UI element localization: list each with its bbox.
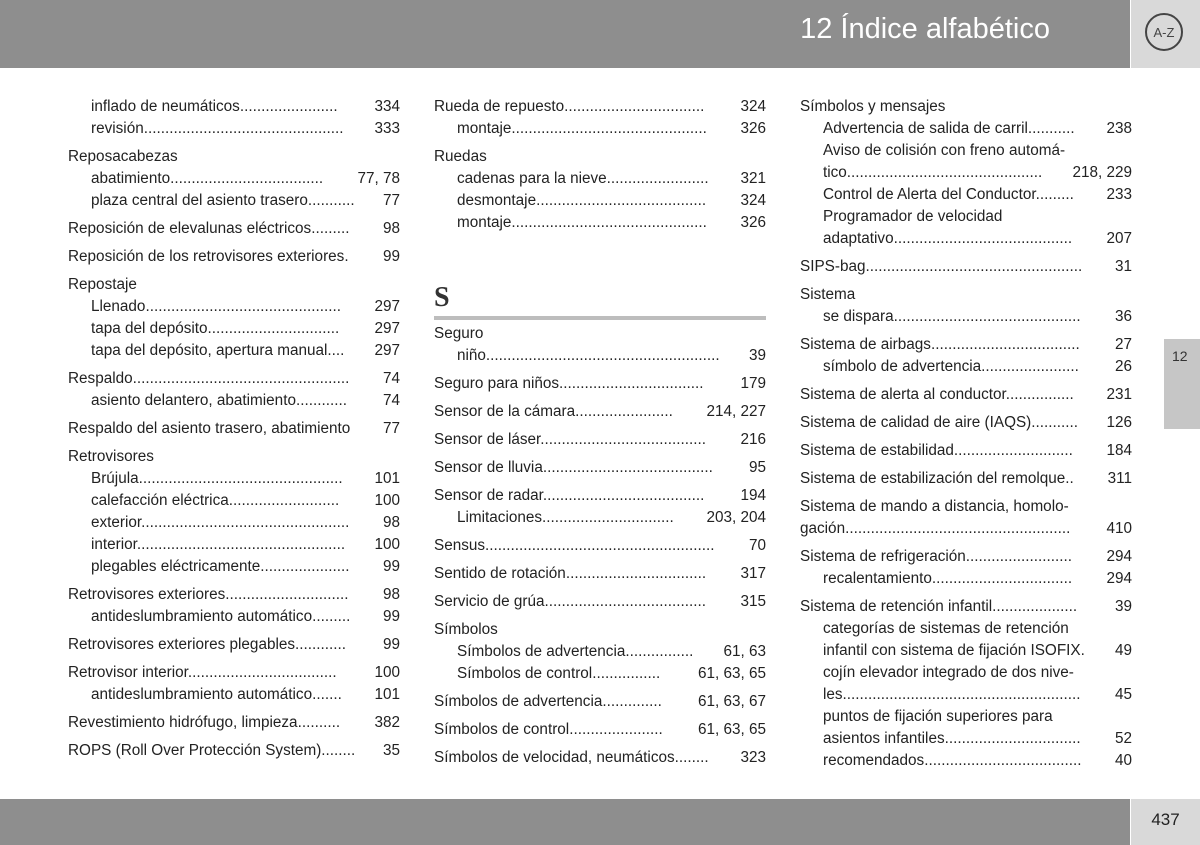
index-page-ref: 297 [374, 320, 400, 337]
index-entry-text: ROPS (Roll Over Protección System)........ [68, 742, 356, 759]
page-header [0, 0, 1130, 68]
index-entry-text: Símbolos de control...................... [434, 721, 663, 738]
index-page-ref: 27 [1114, 336, 1132, 353]
index-subentry [68, 468, 400, 490]
index-entry-text: infantil con sistema de fijación ISOFIX. [823, 642, 1085, 659]
index-page-ref: 294 [1106, 570, 1132, 587]
index-subentry [68, 606, 400, 628]
index-entry [68, 712, 400, 734]
index-entry [434, 563, 766, 585]
chapter-side-tab-label: 12 [1172, 348, 1188, 364]
index-page-ref: 61, 63, 65 [697, 665, 766, 682]
index-entry-text: Revestimiento hidrófugo, limpieza.......... [68, 714, 341, 731]
index-page-ref: 77, 78 [357, 170, 400, 187]
index-entry-text: plaza central del asiento trasero........... [91, 192, 355, 209]
index-subentry [434, 212, 766, 234]
index-entry-text: Sistema de airbags................................... [800, 336, 1080, 353]
index-entry [800, 256, 1132, 278]
index-page-ref: 311 [1107, 470, 1132, 487]
index-page-ref: 99 [382, 608, 400, 625]
index-entry-text: Retrovisores [68, 448, 154, 465]
index-entry-text: Símbolos de advertencia.............. [434, 693, 662, 710]
index-entry [434, 146, 766, 168]
index-page-ref: 214, 227 [706, 403, 766, 420]
index-entry [434, 719, 766, 741]
index-entry-text: Llenado.............................................. [91, 298, 341, 315]
index-entry-text: cojín elevador integrado de dos nive- [823, 664, 1074, 681]
index-entry-text: Sensor de lluvia........................................ [434, 459, 713, 476]
index-page-ref: 52 [1114, 730, 1132, 747]
index-page-ref: 194 [740, 487, 766, 504]
index-entry [800, 546, 1132, 568]
index-subentry [68, 340, 400, 362]
index-page-ref: 49 [1114, 642, 1132, 659]
index-page-ref: 382 [374, 714, 400, 731]
page-footer [0, 799, 1130, 845]
index-page-ref: 184 [1106, 442, 1132, 459]
index-entry-text: Sensor de láser....................................... [434, 431, 707, 448]
index-page-ref: 61, 63, 65 [697, 721, 766, 738]
index-entry-text: Retrovisores exteriores............................. [68, 586, 349, 603]
index-page-ref: 40 [1114, 752, 1132, 769]
index-entry-text: Respaldo................................................... [68, 370, 350, 387]
index-subentry [68, 490, 400, 512]
index-entry [68, 446, 400, 468]
index-entry-text: adaptativo.......................................... [823, 230, 1073, 247]
index-page-ref: 74 [382, 370, 400, 387]
index-column-1 [68, 96, 400, 762]
index-entry-text: categorías de sistemas de retención [823, 620, 1069, 637]
index-entry [434, 429, 766, 451]
index-page-ref: 334 [374, 98, 400, 115]
index-page-ref: 36 [1114, 308, 1132, 325]
index-entry-text: antideslumbramiento automático......... [91, 608, 351, 625]
index-page-ref: 326 [740, 120, 766, 137]
index-entry-text: Retrovisor interior................................... [68, 664, 337, 681]
index-entry [68, 418, 400, 440]
index-entry-text: Rueda de repuesto................................. [434, 98, 705, 115]
index-page-ref: 77 [382, 192, 400, 209]
index-entry [68, 218, 400, 240]
index-page-ref: 100 [374, 492, 400, 509]
index-entry-text: cadenas para la nieve........................ [457, 170, 709, 187]
index-entry [434, 373, 766, 395]
index-page-ref: 74 [382, 392, 400, 409]
index-entry [800, 96, 1132, 118]
index-entry-text: Sistema [800, 286, 856, 303]
index-subentry [800, 356, 1132, 378]
index-entry-text: calefacción eléctrica.......................... [91, 492, 340, 509]
index-entry-text: Símbolos [434, 621, 498, 638]
index-subentry [800, 184, 1132, 206]
index-entry-text: Brújula................................................ [91, 470, 343, 487]
index-page-ref: 218, 229 [1072, 164, 1132, 181]
index-entry [800, 496, 1132, 540]
index-entry-text: Retrovisores exteriores plegables............ [68, 636, 347, 653]
index-entry-text: Seguro para niños.................................. [434, 375, 704, 392]
index-subentry [800, 118, 1132, 140]
index-entry-text: interior................................................. [91, 536, 346, 553]
index-entry [68, 246, 400, 268]
index-page-ref: 231 [1106, 386, 1132, 403]
index-subentry [434, 663, 766, 685]
index-page-ref: 297 [374, 298, 400, 315]
index-page-ref: 26 [1114, 358, 1132, 375]
index-subentry [68, 168, 400, 190]
index-entry-text: Sistema de mando a distancia, homolo- [800, 498, 1069, 515]
index-column-3 [800, 96, 1132, 772]
index-entry-text: Reposacabezas [68, 148, 178, 165]
index-entry-text: tico.............................................. [823, 164, 1043, 181]
index-entry-text: puntos de fijación superiores para [823, 708, 1053, 725]
index-entry-text: asientos infantiles................................ [823, 730, 1081, 747]
index-entry [434, 747, 766, 769]
index-page-ref: 326 [740, 214, 766, 231]
index-subentry [800, 306, 1132, 328]
index-page-ref: 45 [1114, 686, 1132, 703]
index-subentry [800, 568, 1132, 590]
index-entry [800, 412, 1132, 434]
index-entry-text: antideslumbramiento automático....... [91, 686, 342, 703]
index-page-ref: 61, 63 [723, 643, 766, 660]
index-entry-text: Sistema de estabilidad............................ [800, 442, 1073, 459]
index-entry-text: Reposición de elevalunas eléctricos......... [68, 220, 350, 237]
section-letter-heading [434, 283, 766, 320]
index-page-ref: 77 [382, 420, 400, 437]
index-subentry [68, 296, 400, 318]
index-subentry [68, 512, 400, 534]
index-subentry [68, 556, 400, 578]
index-subentry [434, 507, 766, 529]
index-entry-text: Sistema de estabilización del remolque.. [800, 470, 1074, 487]
index-entry-text: desmontaje........................................ [457, 192, 707, 209]
index-entry-text: Sensor de radar...................................... [434, 487, 705, 504]
index-subentry [68, 118, 400, 140]
index-subentry [434, 168, 766, 190]
a-z-index-icon [1144, 12, 1184, 52]
index-subentry [68, 534, 400, 556]
index-entry-text: Sistema de calidad de aire (IAQS)........... [800, 414, 1079, 431]
index-entry-text: Control de Alerta del Conductor......... [823, 186, 1074, 203]
index-page-ref: 35 [382, 742, 400, 759]
index-entry-text: abatimiento.................................... [91, 170, 324, 187]
index-entry [800, 384, 1132, 406]
index-entry [434, 401, 766, 423]
index-entry [68, 368, 400, 390]
index-subentry [68, 390, 400, 412]
index-page-ref: 179 [740, 375, 766, 392]
index-page-ref: 98 [382, 220, 400, 237]
index-subentry [434, 345, 766, 367]
index-subentry [434, 641, 766, 663]
index-page-ref: 321 [740, 170, 766, 187]
section-letter: S [434, 282, 450, 313]
index-entry [434, 619, 766, 641]
index-subentry [68, 190, 400, 212]
index-entry [800, 440, 1132, 462]
index-page-ref: 100 [374, 664, 400, 681]
index-subentry [434, 190, 766, 212]
index-entry-text: Programador de velocidad [823, 208, 1003, 225]
index-page-ref: 333 [374, 120, 400, 137]
index-entry-text: Sentido de rotación................................. [434, 565, 707, 582]
index-entry [434, 691, 766, 713]
index-entry-text: Advertencia de salida de carril........... [823, 120, 1075, 137]
index-page-ref: 39 [748, 347, 766, 364]
index-entry-text: recalentamiento................................. [823, 570, 1073, 587]
index-subentry [68, 96, 400, 118]
index-entry-text: se dispara............................................ [823, 308, 1081, 325]
index-entry [800, 596, 1132, 618]
page-number: 437 [1151, 810, 1180, 829]
index-page-ref: 99 [382, 636, 400, 653]
index-page-ref: 101 [374, 686, 400, 703]
index-entry-text: Sistema de alerta al conductor................ [800, 386, 1074, 403]
index-entry-text: Símbolos de advertencia................ [457, 643, 694, 660]
index-page-ref: 70 [748, 537, 766, 554]
index-page-ref: 31 [1114, 258, 1132, 275]
index-subentry [68, 684, 400, 706]
index-page-ref: 317 [740, 565, 766, 582]
index-entry-text: revisión............................................... [91, 120, 344, 137]
index-entry-text: les........................................................ [823, 686, 1081, 703]
index-entry-text: Símbolos y mensajes [800, 98, 946, 115]
index-entry-text: Seguro [434, 325, 484, 342]
index-entry-text: Respaldo del asiento trasero, abatimiento [68, 420, 351, 437]
index-entry-text: gación..................................................... [800, 520, 1071, 537]
index-page-ref: 98 [382, 514, 400, 531]
index-subentry [68, 318, 400, 340]
index-entry-text: inflado de neumáticos....................... [91, 98, 338, 115]
index-subentry [800, 206, 1132, 250]
index-entry [800, 284, 1132, 306]
index-entry-text: montaje.............................................. [457, 120, 707, 137]
index-page-ref: 233 [1106, 186, 1132, 203]
index-page-ref: 99 [382, 558, 400, 575]
index-entry-text: Limitaciones............................... [457, 509, 674, 526]
index-entry-text: Repostaje [68, 276, 137, 293]
index-entry [434, 535, 766, 557]
index-page-ref: 410 [1106, 520, 1132, 537]
index-entry-text: tapa del depósito, apertura manual.... [91, 342, 345, 359]
index-column-2 [434, 96, 766, 769]
page-title: 12 Índice alfabético [800, 13, 1050, 45]
index-entry-text: Sistema de retención infantil.................... [800, 598, 1078, 615]
index-entry [434, 485, 766, 507]
index-page-ref: 207 [1106, 230, 1132, 247]
index-page-ref: 324 [740, 192, 766, 209]
index-page-ref: 238 [1106, 120, 1132, 137]
index-subentry [800, 140, 1132, 184]
index-subentry [800, 618, 1132, 662]
index-entry [68, 662, 400, 684]
index-subentry [800, 662, 1132, 706]
index-entry-text: SIPS-bag................................................... [800, 258, 1083, 275]
index-entry-text: Símbolos de velocidad, neumáticos........ [434, 749, 709, 766]
index-entry-text: recomendados..................................... [823, 752, 1082, 769]
index-entry-text: montaje.............................................. [457, 214, 707, 231]
index-entry-text: Reposición de los retrovisores exteriores. [68, 248, 349, 265]
index-entry [800, 468, 1132, 490]
index-subentry [800, 706, 1132, 750]
index-page-ref: 294 [1106, 548, 1132, 565]
index-entry-text: asiento delantero, abatimiento............ [91, 392, 347, 409]
index-entry-text: Servicio de grúa...................................... [434, 593, 707, 610]
index-entry-text: niño....................................................... [457, 347, 720, 364]
index-entry-text: Sensor de la cámara....................... [434, 403, 673, 420]
index-page-ref: 95 [748, 459, 766, 476]
index-subentry [800, 750, 1132, 772]
index-page-ref: 323 [740, 749, 766, 766]
index-page-ref: 99 [382, 248, 400, 265]
index-entry [68, 740, 400, 762]
index-page-ref: 297 [374, 342, 400, 359]
index-entry [434, 591, 766, 613]
index-entry [68, 274, 400, 296]
index-entry-text: Sistema de refrigeración......................... [800, 548, 1073, 565]
index-entry [800, 334, 1132, 356]
index-page-ref: 100 [374, 536, 400, 553]
index-page-ref: 216 [740, 431, 766, 448]
chapter-side-tab [1164, 339, 1200, 429]
index-entry-text: Sensus...................................................... [434, 537, 715, 554]
index-entry-text: símbolo de advertencia....................... [823, 358, 1079, 375]
index-subentry [434, 118, 766, 140]
index-entry [68, 634, 400, 656]
index-entry [434, 96, 766, 118]
index-page-ref: 324 [740, 98, 766, 115]
index-page-ref: 98 [382, 586, 400, 603]
index-entry [434, 323, 766, 345]
az-icon-text: A-Z [1153, 25, 1175, 40]
index-page-ref: 315 [740, 593, 766, 610]
index-page-ref: 61, 63, 67 [697, 693, 766, 710]
index-entry-text: Aviso de colisión con freno automá- [823, 142, 1066, 159]
index-entry [68, 146, 400, 168]
index-entry-text: exterior................................................. [91, 514, 350, 531]
index-entry-text: Símbolos de control................ [457, 665, 661, 682]
section-divider [434, 316, 766, 320]
index-entry-text: Ruedas [434, 148, 487, 165]
index-page-ref: 203, 204 [706, 509, 766, 526]
index-entry [434, 457, 766, 479]
index-entry [68, 584, 400, 606]
index-page-ref: 101 [374, 470, 400, 487]
index-entry-text: plegables eléctricamente..................... [91, 558, 350, 575]
index-entry-text: tapa del depósito............................... [91, 320, 340, 337]
index-page-ref: 126 [1106, 414, 1132, 431]
index-page-ref: 39 [1114, 598, 1132, 615]
